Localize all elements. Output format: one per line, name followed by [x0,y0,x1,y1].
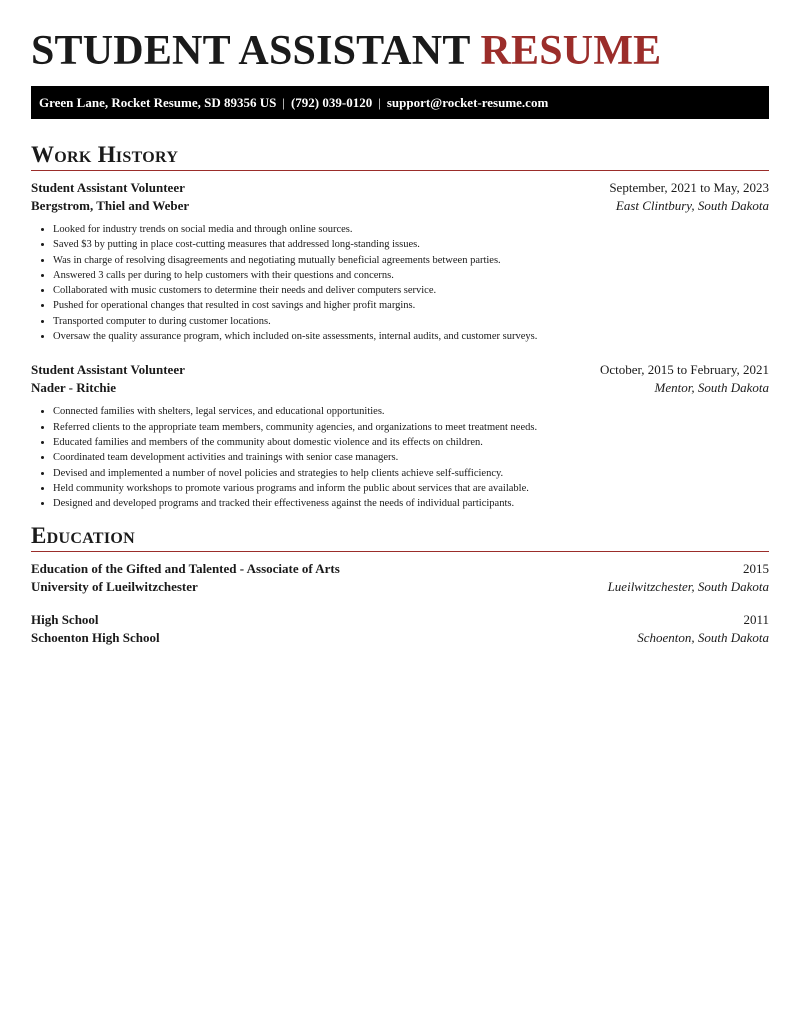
education-heading: Education [31,523,769,552]
education-entry [31,611,769,647]
job-entry [31,361,769,511]
education-location: Lueilwitzchester, South Dakota [607,579,769,595]
list-item: • Transported computer to during customer locations. [53,314,769,329]
education-school-row [31,578,769,596]
job-dates: October, 2015 to February, 2021 [599,362,769,378]
list-item: • Held community workshops to promote various programs and inform the public about services that are available. [53,481,769,496]
education-location: Schoenton, South Dakota [637,630,769,646]
education-school: Schoenton High School [31,630,160,646]
contact-email: support@rocket-resume.com [386,95,549,110]
list-item: • Coordinated team development activities and trainings with senior case managers. [53,450,769,465]
list-item: • Devised and implemented a number of novel policies and strategies to help clients achieve self-sufficiency. [53,466,769,481]
list-item: • Educated families and members of the community about domestic violence and its effects on children. [53,435,769,450]
job-header-row [31,361,769,379]
job-bullet-list [31,404,769,511]
list-item: • Pushed for operational changes that resulted in cost savings and higher profit margins. [53,298,769,313]
list-item: • Designed and developed programs and tracked their effectiveness against the needs of individual participants. [53,496,769,511]
education-school-row [31,629,769,647]
job-entry [31,179,769,344]
contact-address: Green Lane, Rocket Resume, SD 89356 US [39,95,277,110]
resume-title [31,0,769,76]
contact-separator: | [378,95,381,110]
job-location: Mentor, South Dakota [654,380,769,396]
job-header-row [31,179,769,197]
list-item: • Looked for industry trends on social media and through online sources. [53,222,769,237]
list-item: • Oversaw the quality assurance program, which included on-site assessments, internal audits, and customer surveys. [53,329,769,344]
job-location: East Clintbury, South Dakota [615,198,769,213]
job-dates: September, 2021 to May, 2023 [609,180,769,195]
contact-phone: (792) 039-0120 [290,95,373,110]
job-company: Bergstrom, Thiel and Weber [31,198,190,213]
education-degree-row [31,611,769,629]
job-company-row [31,197,769,215]
list-item: • Saved $3 by putting in place cost-cutting measures that addressed long-standing issues. [53,237,769,252]
list-item: • Referred clients to the appropriate team members, community agencies, and organizations to meet treatment needs. [53,420,769,435]
education-degree-row [31,560,769,578]
job-company: Nader - Ritchie [31,380,116,396]
title-accent: RESUME [480,28,662,74]
work-history-heading: Work History [31,142,769,171]
list-item: • Answered 3 calls per during to help customers with their questions and concerns. [53,268,769,283]
list-item: • Connected families with shelters, legal services, and educational opportunities. [53,404,769,419]
education-year: 2011 [743,612,769,628]
job-bullet-list [31,222,769,344]
job-company-row [31,379,769,397]
education-school: University of Lueilwitzchester [31,579,198,595]
education-year: 2015 [743,561,769,577]
job-role: Student Assistant Volunteer [31,362,185,378]
contact-separator: | [282,95,285,110]
education-degree: Education of the Gifted and Talented - Associate of Arts [31,561,340,577]
education-degree: High School [31,612,99,628]
title-main: STUDENT ASSISTANT [31,28,470,74]
list-item: • Was in charge of resolving disagreements and negotiating mutually beneficial agreements between parties. [53,253,769,268]
contact-bar [31,86,769,119]
education-entry [31,560,769,596]
job-role: Student Assistant Volunteer [31,180,185,195]
list-item: • Collaborated with music customers to determine their needs and deliver computers service. [53,283,769,298]
